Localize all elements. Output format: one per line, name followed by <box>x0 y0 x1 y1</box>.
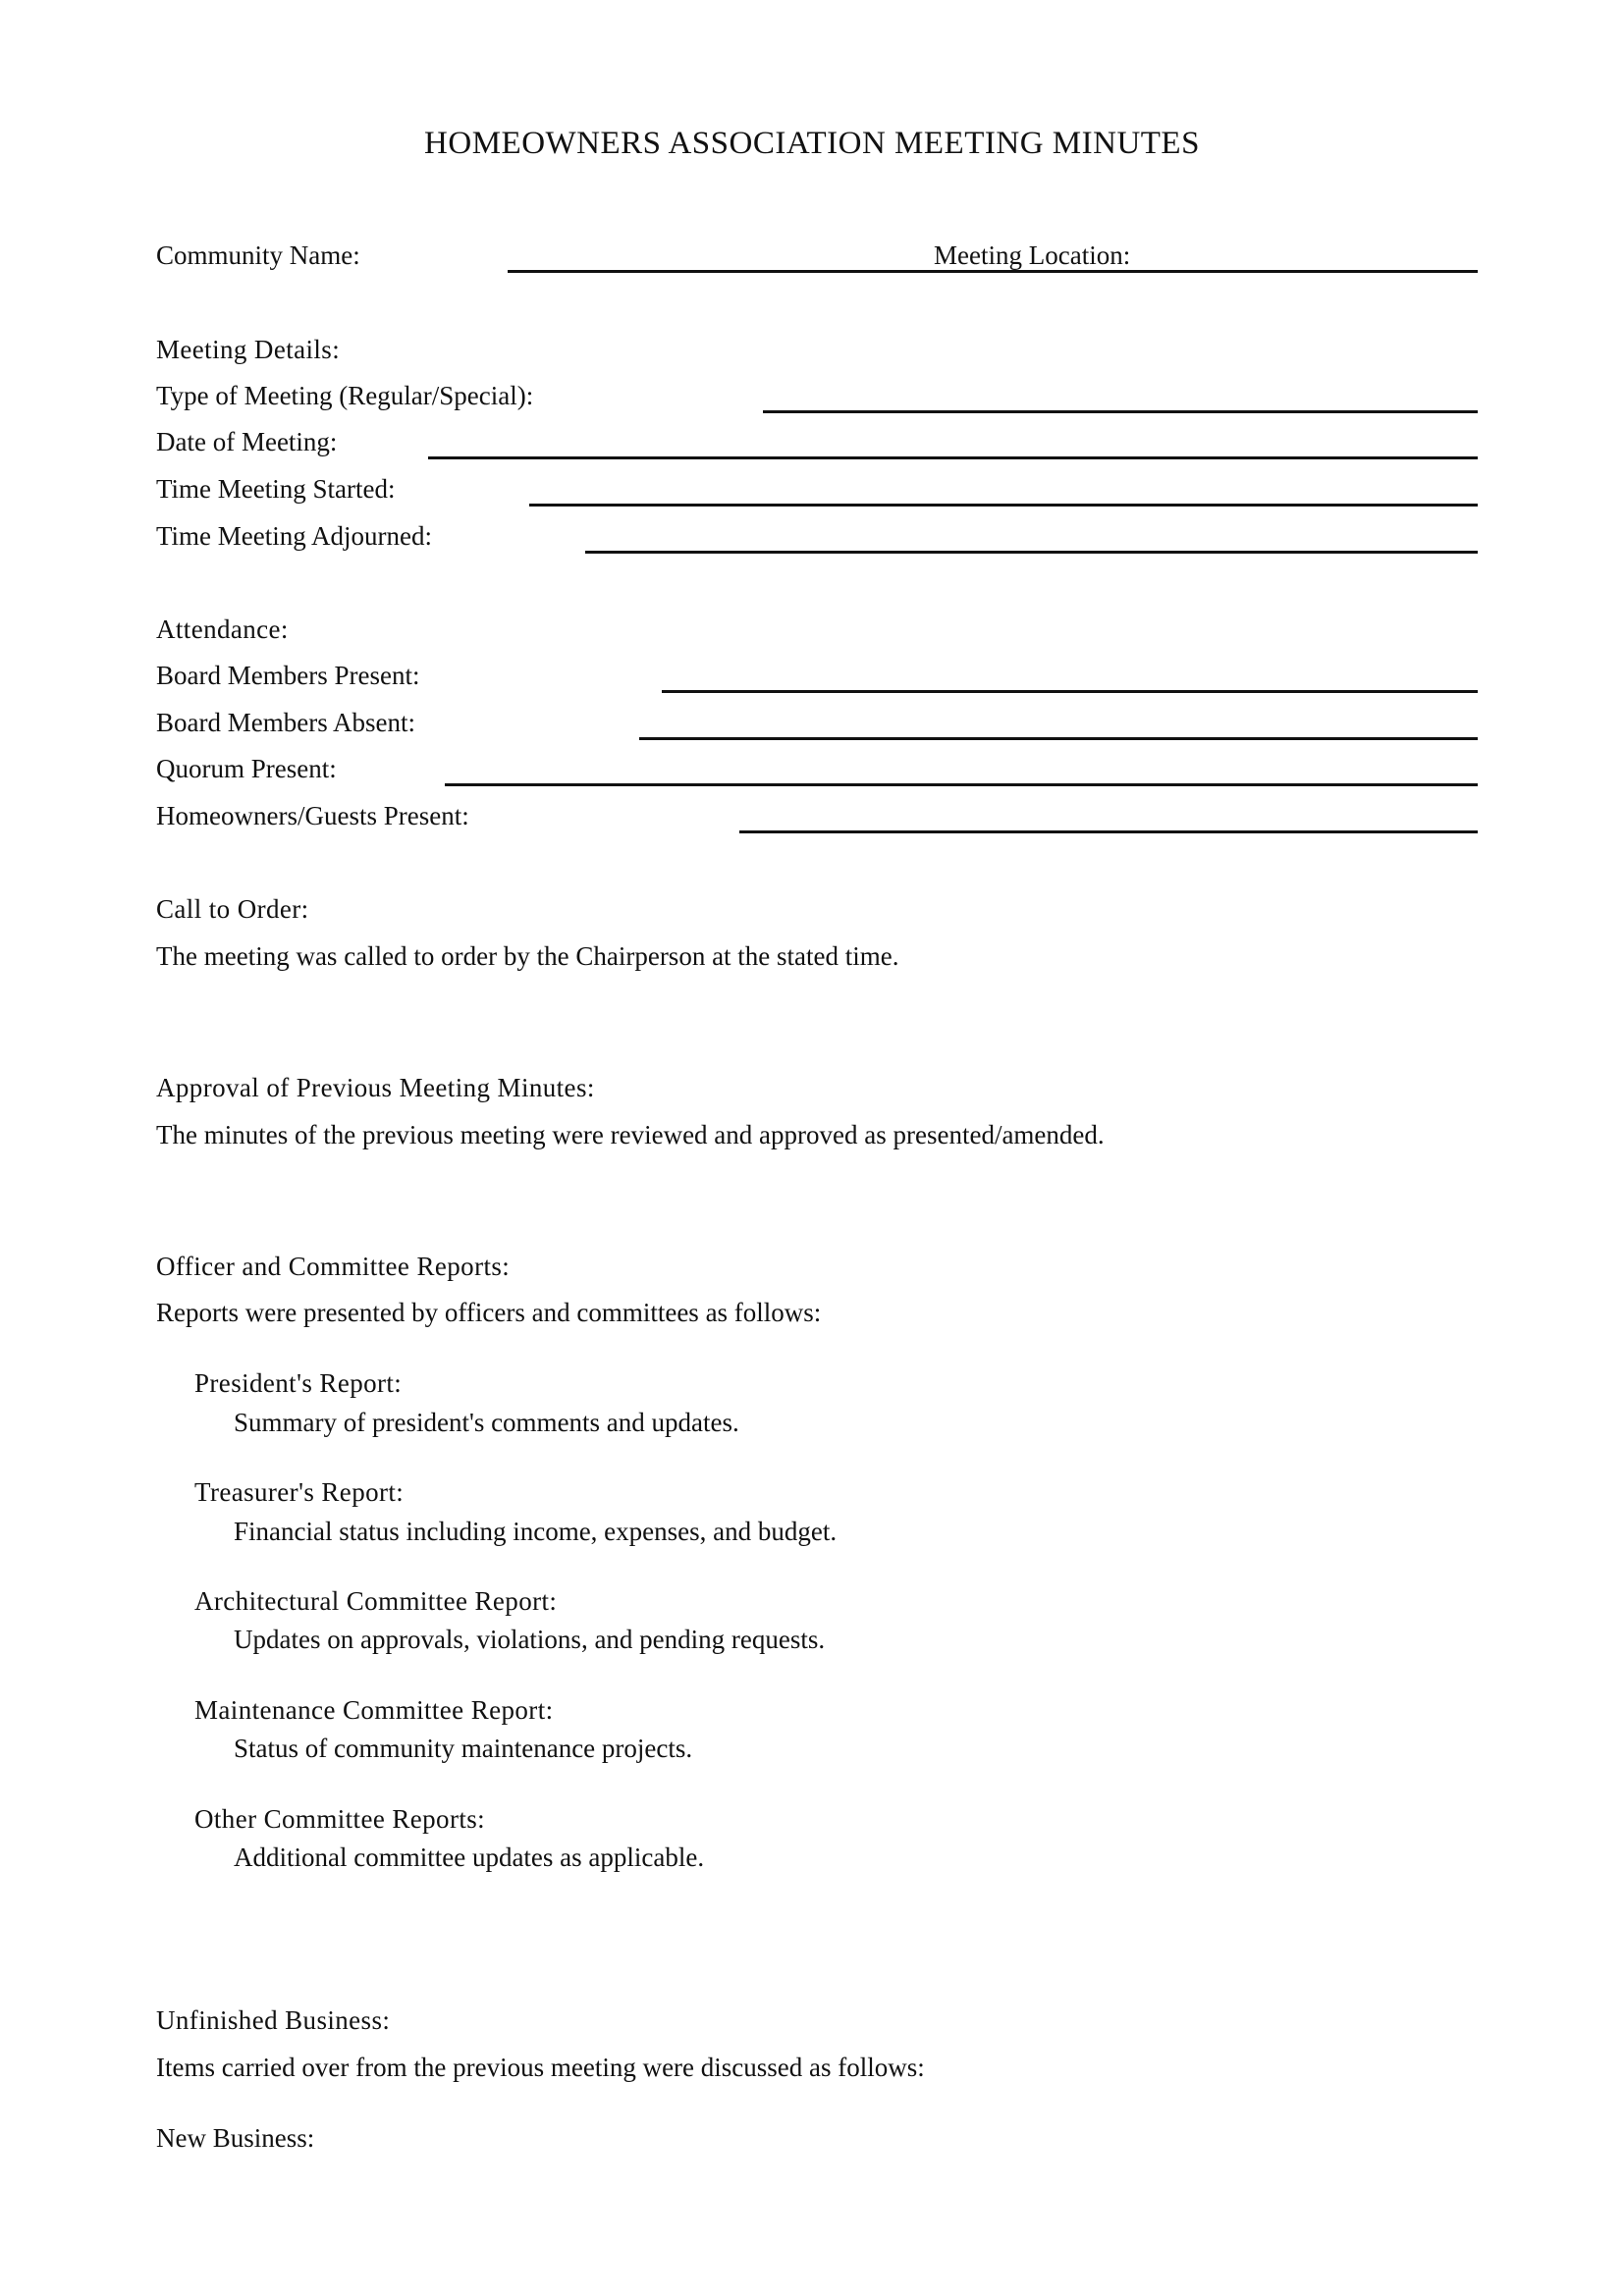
attendance-heading: Attendance: <box>156 614 289 644</box>
report-text: Status of community maintenance projects. <box>234 1734 693 1763</box>
time-adjourned-label: Time Meeting Adjourned: <box>156 521 432 551</box>
quorum-label: Quorum Present: <box>156 754 337 783</box>
date-of-meeting-line[interactable] <box>428 456 1478 459</box>
report-label: Architectural Committee Report: <box>194 1586 558 1616</box>
community-name-label: Community Name: <box>156 240 360 270</box>
report-label: President's Report: <box>194 1368 403 1398</box>
quorum-line[interactable] <box>445 783 1478 786</box>
report-label: Treasurer's Report: <box>194 1477 405 1507</box>
type-of-meeting-label: Type of Meeting (Regular/Special): <box>156 381 534 410</box>
board-present-label: Board Members Present: <box>156 661 420 690</box>
page-title: HOMEOWNERS ASSOCIATION MEETING MINUTES <box>424 126 1200 161</box>
report-label: Other Committee Reports: <box>194 1804 486 1834</box>
guests-present-line[interactable] <box>739 830 1478 833</box>
report-text: Updates on approvals, violations, and pending requests. <box>234 1625 826 1654</box>
type-of-meeting-line[interactable] <box>763 410 1478 413</box>
reports-intro: Reports were presented by officers and committees as follows: <box>156 1298 822 1327</box>
report-text: Financial status including income, expenses, and budget. <box>234 1517 838 1546</box>
report-label: Maintenance Committee Report: <box>194 1695 554 1725</box>
time-adjourned-line[interactable] <box>585 551 1478 554</box>
board-absent-label: Board Members Absent: <box>156 708 415 737</box>
date-of-meeting-label: Date of Meeting: <box>156 427 338 456</box>
call-to-order-text: The meeting was called to order by the Chairperson at the stated time. <box>156 941 899 971</box>
call-to-order-heading: Call to Order: <box>156 894 309 924</box>
community-name-line[interactable] <box>508 270 1478 273</box>
board-absent-line[interactable] <box>639 737 1478 740</box>
unfinished-business-text: Items carried over from the previous meeting were discussed as follows: <box>156 2053 925 2082</box>
approval-text: The minutes of the previous meeting were reviewed and approved as presented/amended. <box>156 1120 1105 1149</box>
time-started-label: Time Meeting Started: <box>156 474 396 504</box>
approval-heading: Approval of Previous Meeting Minutes: <box>156 1073 595 1102</box>
board-present-line[interactable] <box>662 690 1478 693</box>
unfinished-business-heading: Unfinished Business: <box>156 2005 391 2035</box>
meeting-details-heading: Meeting Details: <box>156 335 341 364</box>
guests-present-label: Homeowners/Guests Present: <box>156 801 469 830</box>
time-started-line[interactable] <box>529 504 1478 507</box>
report-text: Summary of president's comments and updates. <box>234 1408 739 1437</box>
new-business-heading: New Business: <box>156 2123 315 2153</box>
reports-heading: Officer and Committee Reports: <box>156 1252 511 1281</box>
report-text: Additional committee updates as applicable. <box>234 1842 705 1872</box>
meeting-location-label: Meeting Location: <box>934 240 1131 270</box>
